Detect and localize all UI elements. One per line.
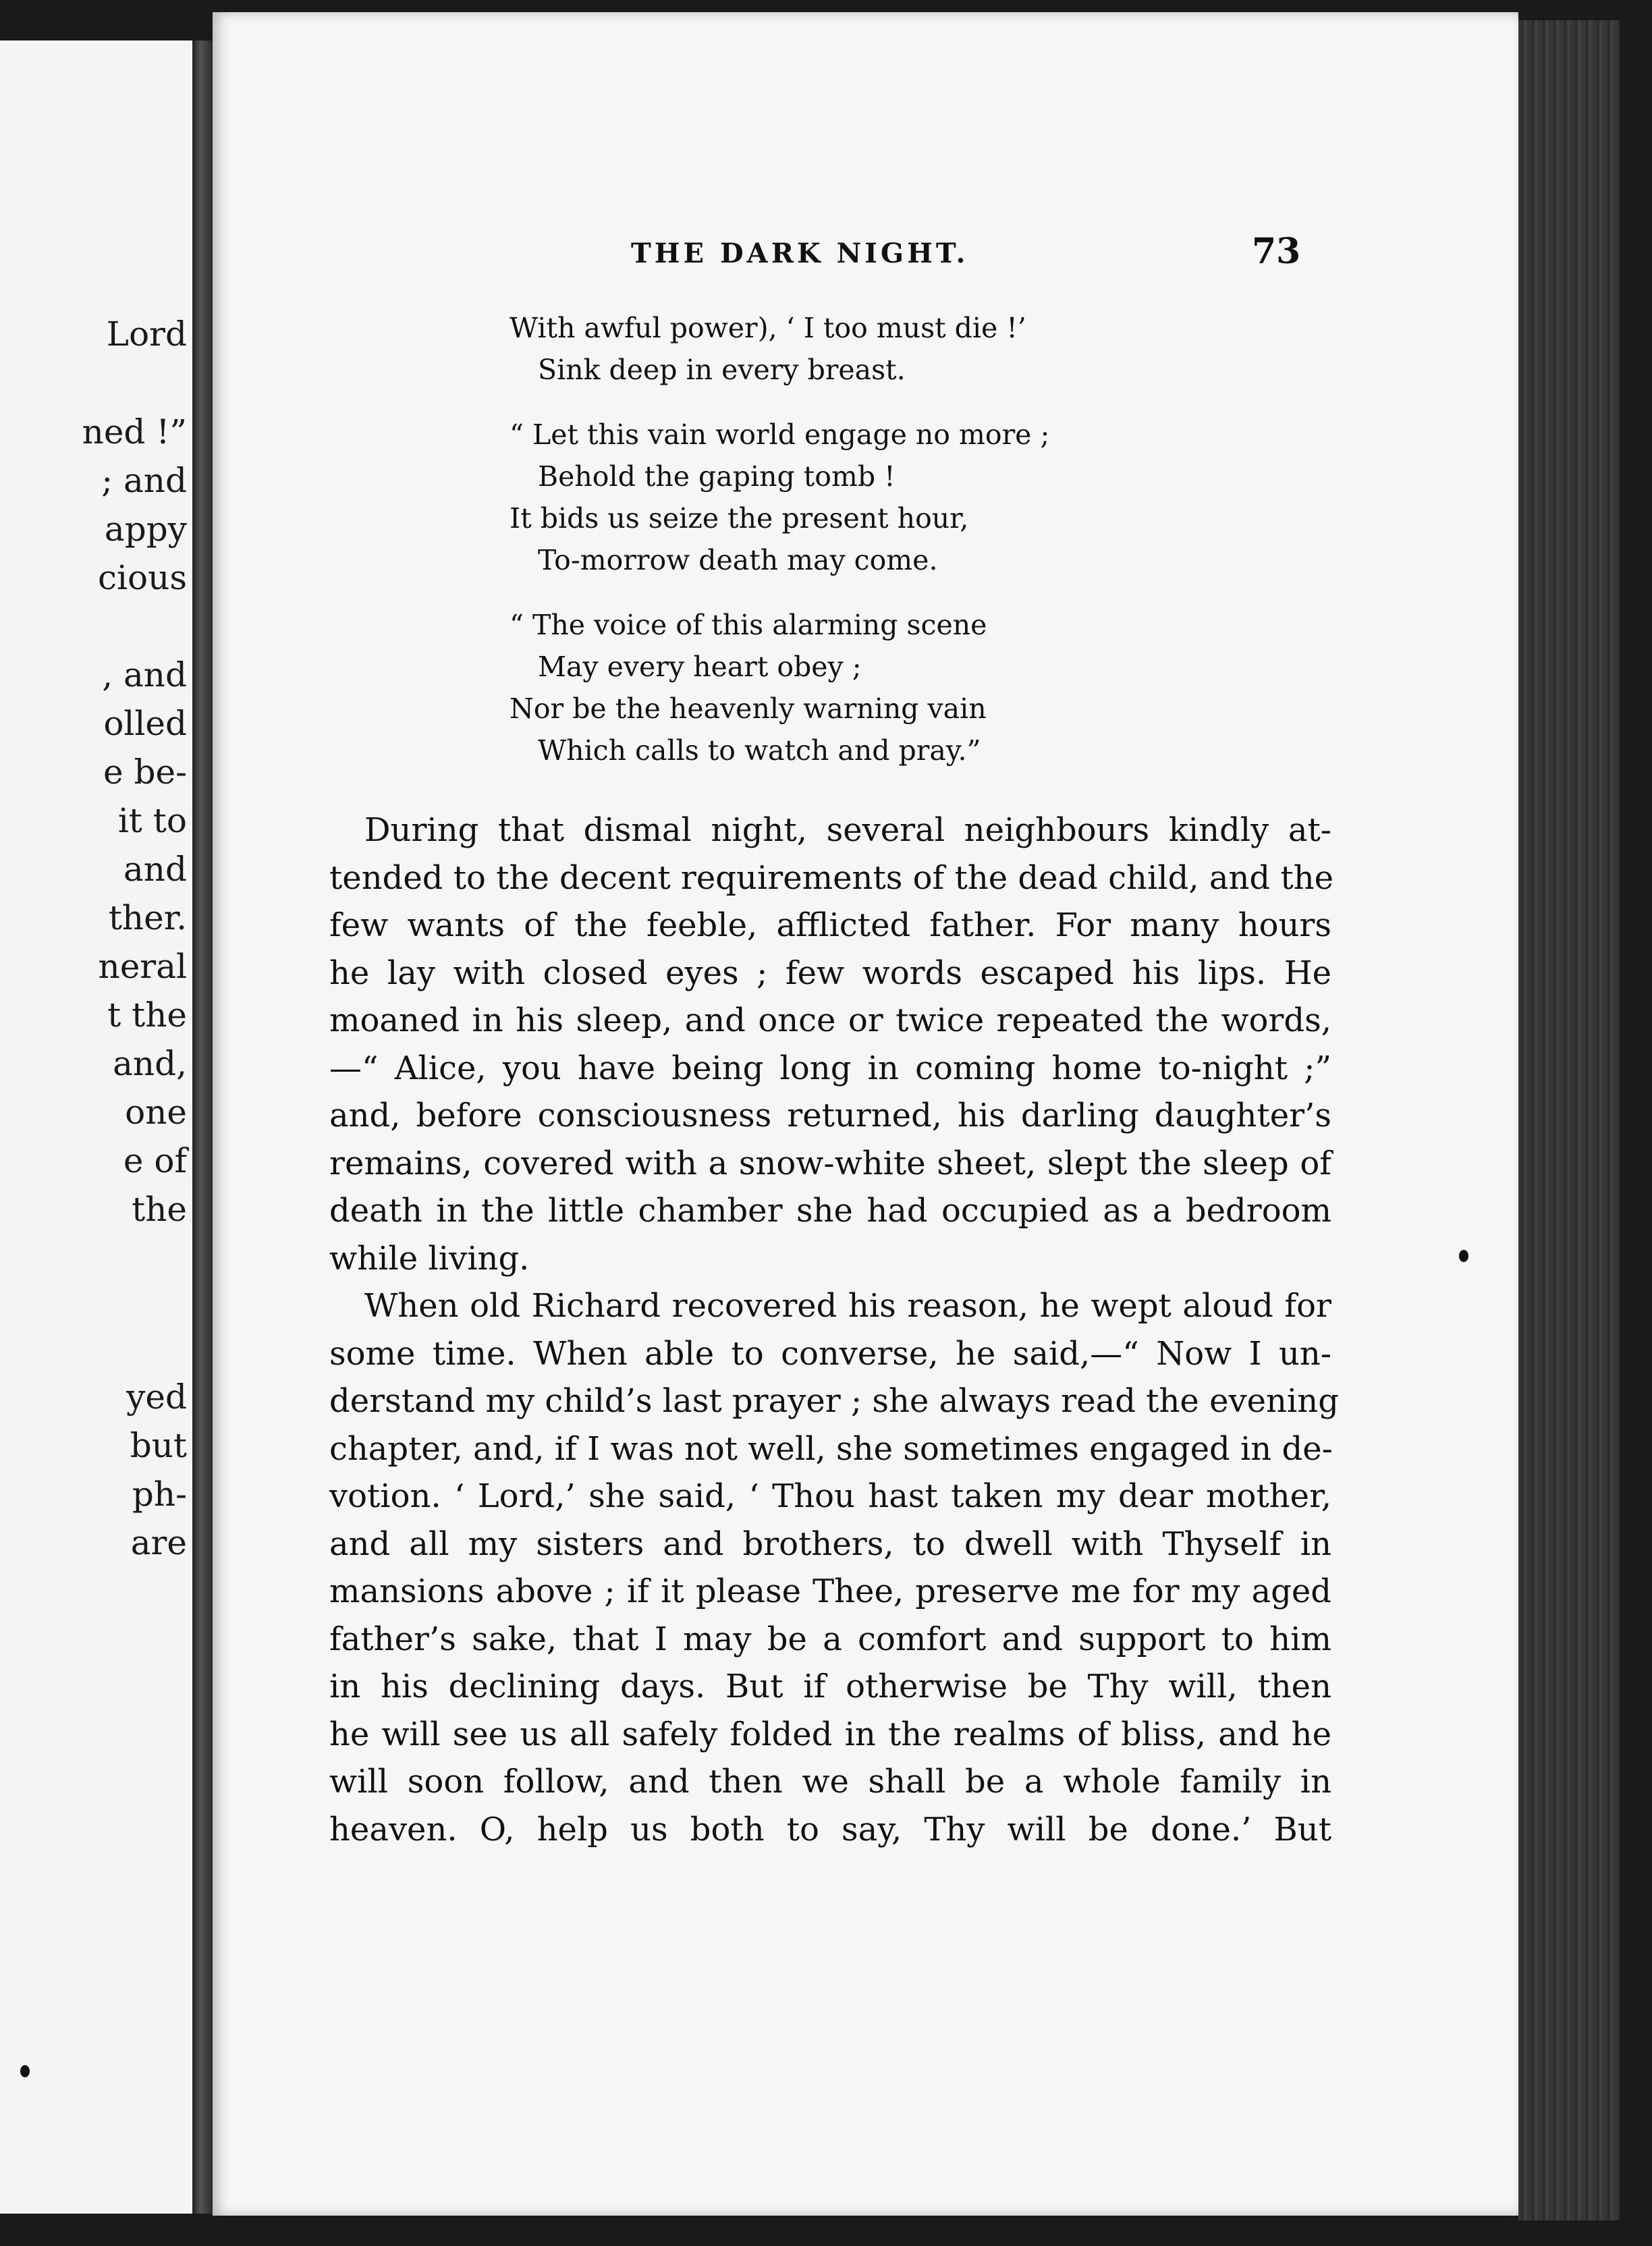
left-page-fragment: ph- bbox=[132, 1475, 187, 1514]
prose-line: father’s sake, that I may be a comfort and support to him bbox=[329, 1620, 1331, 1658]
verse-line: Behold the gaping tomb ! bbox=[538, 460, 896, 493]
left-page-fragment: ther. bbox=[108, 898, 187, 937]
running-head: THE DARK NIGHT. bbox=[631, 238, 969, 269]
verse-line: Nor be the heavenly warning vain bbox=[510, 692, 987, 725]
prose-line: derstand my child’s last prayer ; she always read the evening bbox=[329, 1382, 1339, 1420]
left-page-fragment: olled bbox=[103, 704, 187, 743]
prose-line: some time. When able to converse, he said,—“ Now I un- bbox=[329, 1334, 1331, 1373]
verse-block bbox=[510, 307, 1319, 794]
prose-line: he will see us all safely folded in the realms of bliss, and he bbox=[329, 1715, 1331, 1753]
left-page-fragment: and bbox=[123, 850, 187, 889]
left-page-fragment: are bbox=[130, 1523, 187, 1562]
prose-line: death in the little chamber she had occupied as a bedroom bbox=[329, 1192, 1331, 1230]
page-block-edge bbox=[1518, 20, 1620, 2220]
left-page-fragment: e be- bbox=[103, 752, 187, 792]
prose-line: moaned in his sleep, and once or twice repeated the words, bbox=[329, 1002, 1331, 1039]
verse-stanza bbox=[510, 604, 1319, 771]
left-page-fragment: yed bbox=[126, 1377, 187, 1417]
verse-line: May every heart obey ; bbox=[538, 651, 862, 683]
verse-line: Sink deep in every breast. bbox=[538, 354, 906, 386]
left-page-fragment: but bbox=[130, 1426, 187, 1465]
left-page-fragment: and, bbox=[113, 1044, 187, 1083]
left-page-fragment: cious bbox=[98, 558, 187, 597]
left-page-fragment: neral bbox=[98, 947, 187, 986]
prose-line: During that dismal night, several neighbours kindly at- bbox=[364, 811, 1331, 849]
prose-line: will soon follow, and then we shall be a whole family in bbox=[329, 1763, 1331, 1801]
prose-line: —“ Alice, you have being long in coming home to-night ;” bbox=[329, 1049, 1331, 1087]
verse-line: “ Let this vain world engage no more ; bbox=[510, 418, 1050, 451]
verse-line: It bids us seize the present hour, bbox=[510, 502, 969, 535]
left-facing-page bbox=[0, 40, 192, 2214]
left-page-fragment: e of bbox=[123, 1141, 187, 1180]
prose-block bbox=[329, 806, 1339, 1853]
book-gutter bbox=[192, 40, 213, 2214]
verse-line: Which calls to watch and pray.” bbox=[538, 734, 981, 767]
prose-line: and, before consciousness returned, his darling daughter’s bbox=[329, 1097, 1331, 1134]
prose-line: mansions above ; if it please Thee, preserve me for my aged bbox=[329, 1572, 1331, 1610]
verse-line: With awful power), ‘ I too must die !’ bbox=[510, 312, 1026, 344]
verse-stanza bbox=[510, 414, 1319, 581]
prose-line: votion. ‘ Lord,’ she said, ‘ Thou hast taken my dear mother, bbox=[329, 1477, 1331, 1515]
paragraph bbox=[329, 806, 1334, 1282]
prose-line: chapter, and, if I was not well, she sometimes engaged in de- bbox=[329, 1429, 1333, 1468]
left-page-fragment: the bbox=[132, 1190, 187, 1229]
verse-stanza bbox=[510, 307, 1319, 391]
prose-line: few wants of the feeble, afflicted father. For many hours bbox=[329, 906, 1331, 944]
prose-line: while living. bbox=[329, 1239, 530, 1278]
page-number: 73 bbox=[1252, 231, 1301, 272]
left-page-fragment: Lord bbox=[106, 314, 187, 354]
prose-line: tended to the decent requirements of the dead child, and the bbox=[329, 858, 1334, 897]
prose-line: heaven. O, help us both to say, Thy will be done.’ But bbox=[329, 1810, 1331, 1848]
ink-speck bbox=[20, 2065, 30, 2077]
ink-speck bbox=[1459, 1250, 1468, 1262]
prose-line: remains, covered with a snow-white sheet, slept the sleep of bbox=[329, 1144, 1331, 1182]
prose-line: in his declining days. But if otherwise be Thy will, then bbox=[329, 1668, 1331, 1705]
left-page-fragment: ned !” bbox=[82, 412, 187, 451]
verse-line: To-morrow death may come. bbox=[538, 544, 938, 576]
left-page-fragment: one bbox=[125, 1093, 187, 1132]
left-page-fragment: appy bbox=[104, 510, 187, 549]
left-page-fragment: ; and bbox=[101, 461, 187, 500]
paragraph bbox=[329, 1282, 1339, 1853]
verse-line: “ The voice of this alarming scene bbox=[510, 609, 987, 641]
page-header bbox=[405, 231, 1350, 278]
left-page-fragment: , and bbox=[102, 655, 187, 694]
left-page-fragment: it to bbox=[117, 801, 187, 840]
left-page-fragment: t the bbox=[107, 995, 187, 1035]
prose-line: and all my sisters and brothers, to dwell with Thyself in bbox=[329, 1525, 1331, 1563]
prose-line: he lay with closed eyes ; few words escaped his lips. He bbox=[329, 954, 1331, 992]
prose-line: When old Richard recovered his reason, he wept aloud for bbox=[364, 1287, 1331, 1325]
